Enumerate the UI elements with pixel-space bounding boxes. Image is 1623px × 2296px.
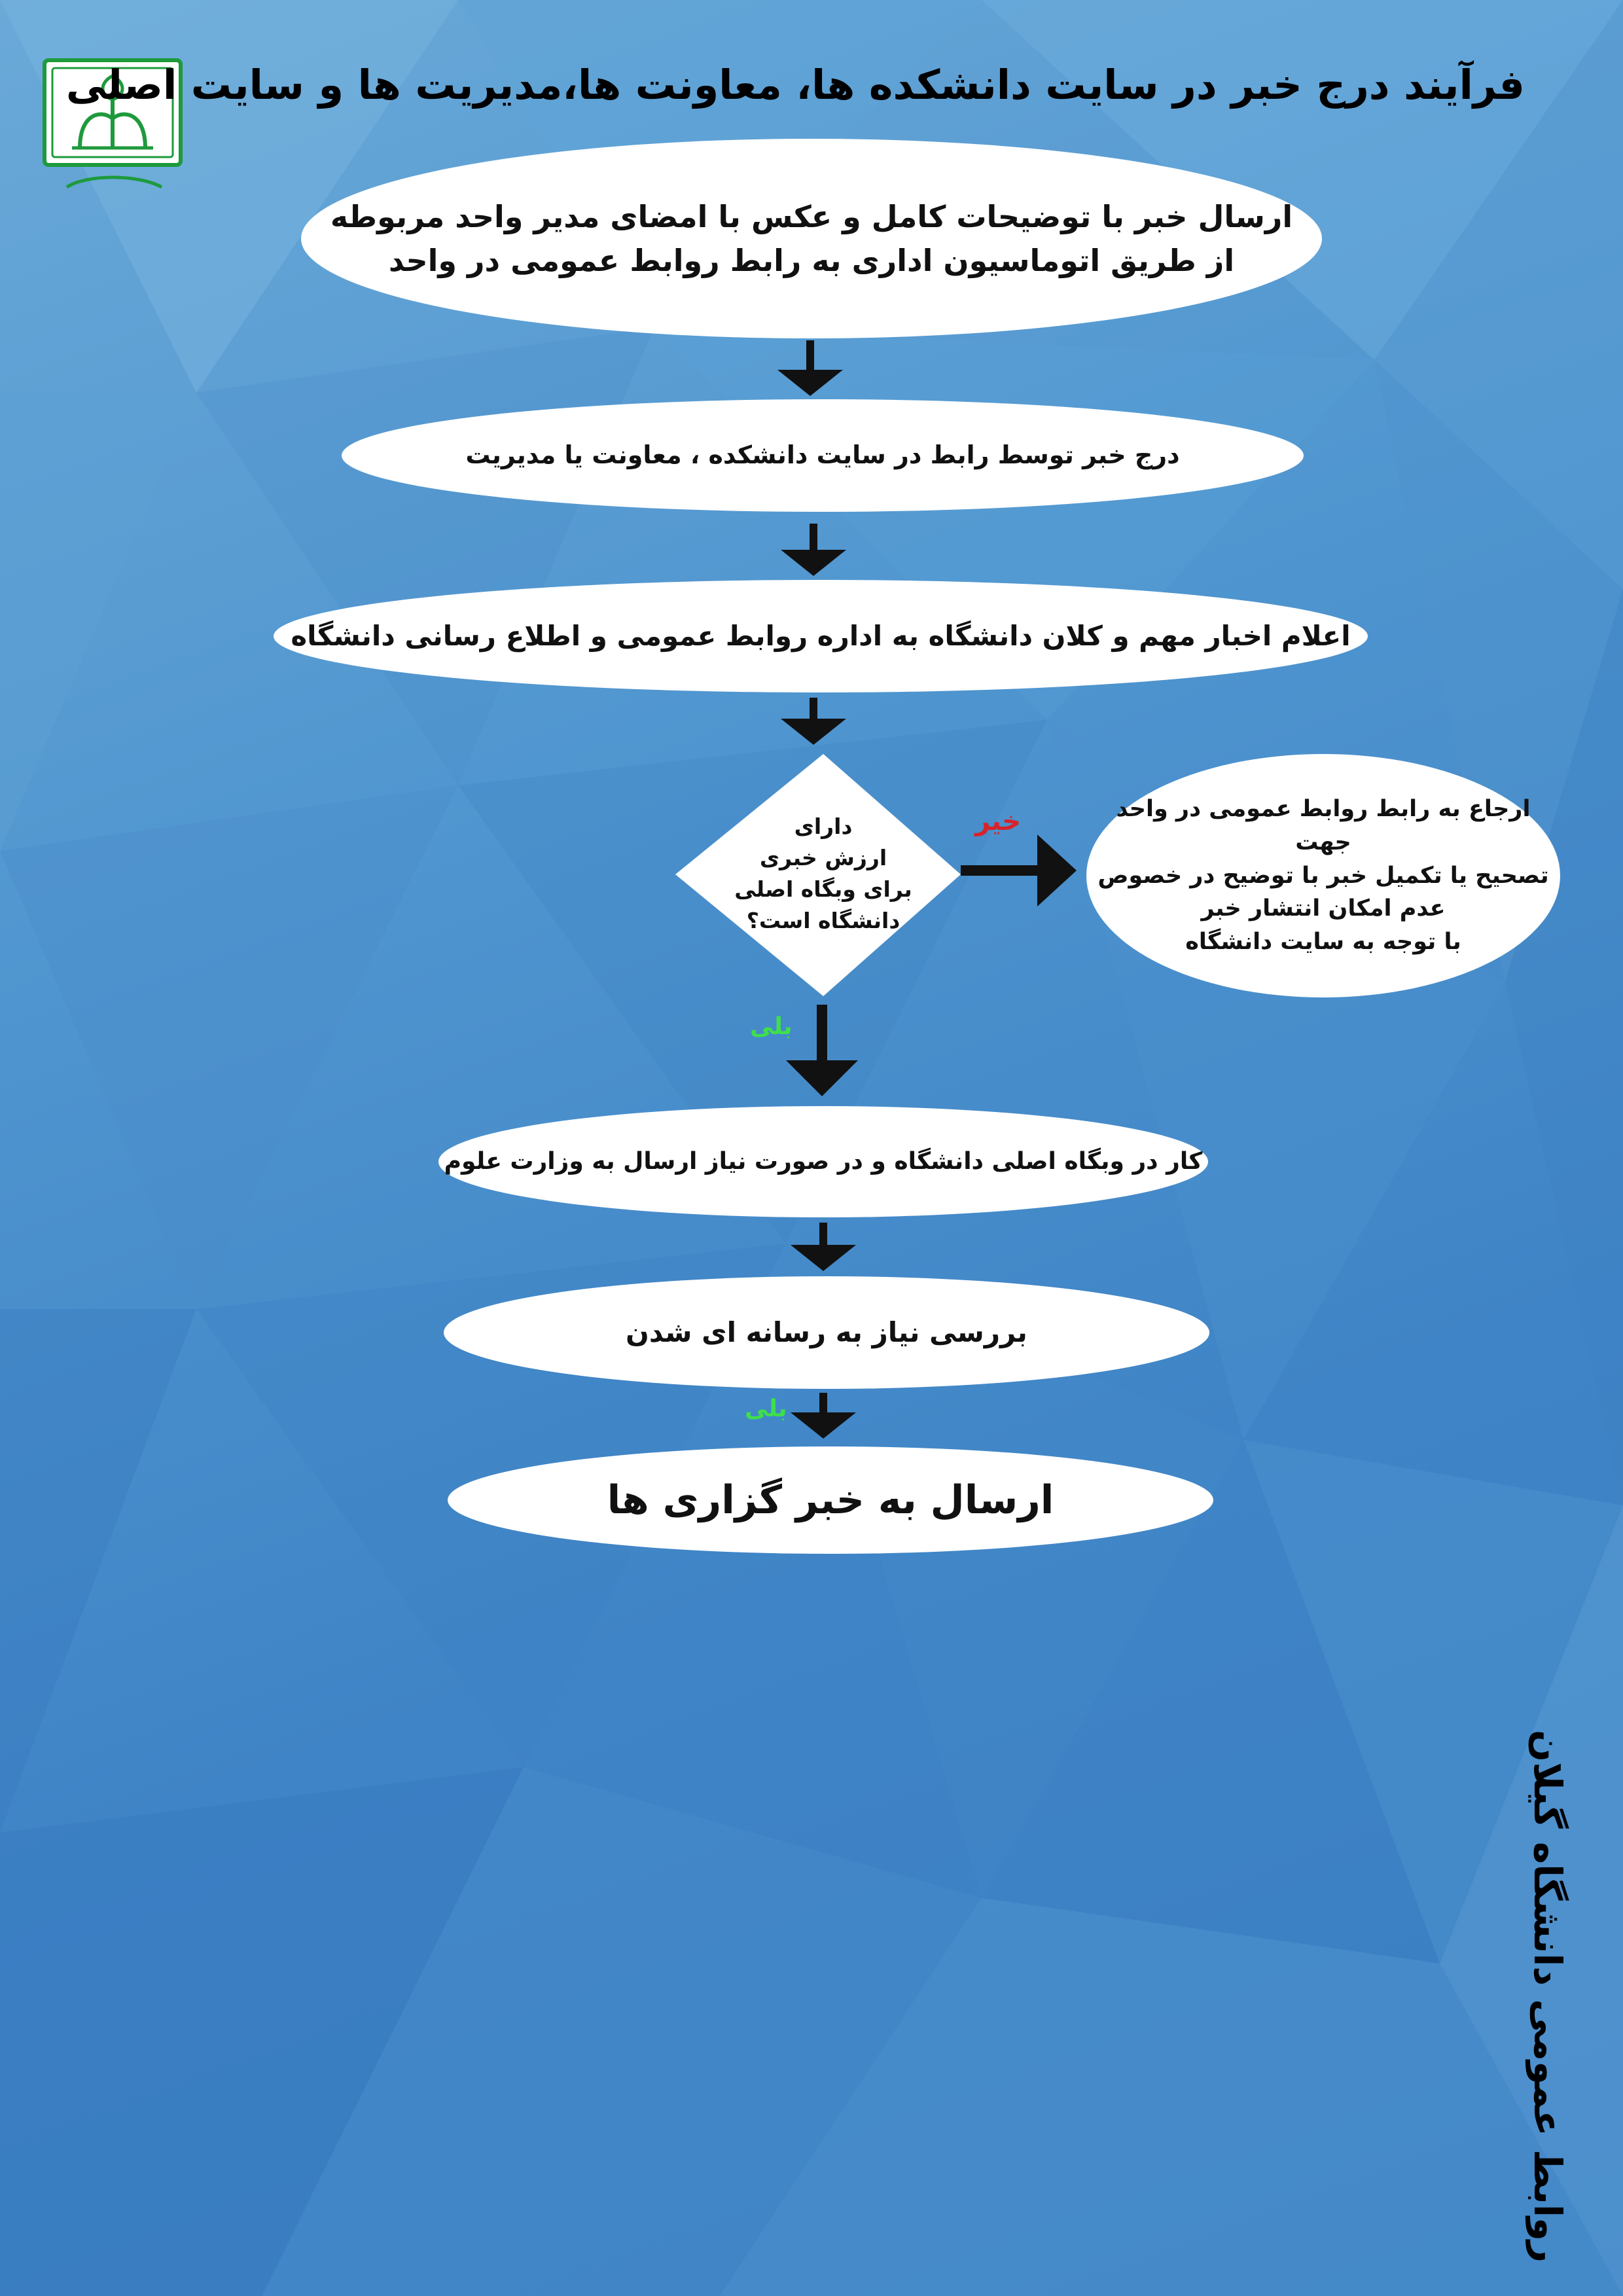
step-send-agencies [448,1446,1213,1554]
label-no: خیر [975,806,1022,836]
arrow-submit-to-publish-local [777,340,843,396]
step-media-review-text: بررسی نیاز به رسانه ای شدن [626,1316,1027,1348]
decision-node [707,776,940,972]
arrow-media-review-to-send-agencies [791,1393,856,1439]
step-submit-news [301,139,1322,338]
label-yes-decision: بلی [750,1013,793,1040]
step-send-agencies-text: ارسال به خبر گزاری ها [607,1477,1054,1523]
arrow-decision-yes-to-publish-main [786,1005,858,1096]
step-publish-main-text: کار در وبگاه اصلی دانشگاه و در صورت نیاز ارسال به وزارت علوم [444,1147,1203,1175]
footer-credit [1512,1729,1584,2263]
step-reject-return [1086,754,1560,997]
arrow-publish-main-to-media-review [791,1223,856,1271]
arrow-publish-local-to-announce [781,524,846,576]
decision-text: دارای ارزش خبری برای وبگاه اصلی دانشگاه است؟ [734,814,912,933]
arrow-decision-no-to-reject [961,834,1077,906]
label-yes-media: بلی [745,1395,787,1422]
arrow-announce-to-decision [781,698,846,745]
step-reject-return-text: ارجاع به رابط روابط عمومی در واحد جهت تصحیح یا تکمیل خبر با توضیح در خصوص عدم امکان انتشار خبر با توجه به سایت دانشگاه [1097,796,1549,956]
step-announce [274,580,1368,692]
page-title: فرآیند درج خبر در سایت دانشکده ها، معاونت ها،مدیریت ها و سایت اصلی [65,61,1525,109]
step-media-review [444,1276,1209,1389]
step-submit-news-text: ارسال خبر با توضیحات کامل و عکس با امضای مدیر واحد مربوطه از طریق اتوماسیون اداری به رابط روابط عمومی در واحد [330,198,1293,278]
step-publish-main [438,1106,1208,1217]
footer-credit-text: روابط عمومی دانشگاه گیلان [1525,1729,1570,2263]
step-announce-text: اعلام اخبار مهم و کلان دانشگاه به اداره روابط عمومی و اطلاع رسانی دانشگاه [291,619,1351,652]
step-publish-local [342,399,1304,512]
step-publish-local-text: درج خبر توسط رابط در سایت دانشکده ، معاونت یا مدیریت [465,440,1180,470]
